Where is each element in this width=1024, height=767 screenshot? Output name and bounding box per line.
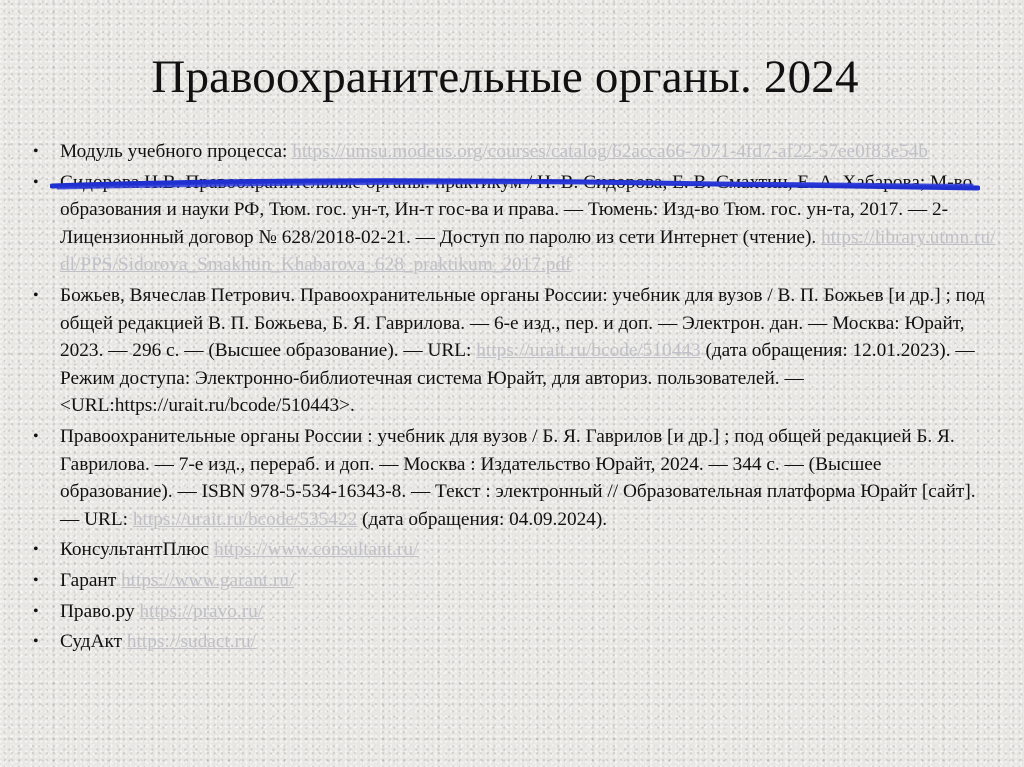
reference-item-modeus	[33, 138, 998, 166]
reference-text: Сидорова Н.В. Правоохранительные органы: практикум / Н. В. Сидорова, Е. В. Смахтин, Е. А. Хабарова; М-во образования и науки РФ, Тюм. гос. ун-т, Ин-т гос-ва и права. — Тюмень: Изд-во Тюм. гос. ун-та, 2017. — 2-Лицензионный договор № 628/2018-02-21. — Доступ по паролю из сети Интернет (чтение).	[60, 171, 973, 248]
reference-item-bozhyev	[33, 282, 998, 420]
bullet-icon: •	[33, 143, 39, 160]
reference-text: СудАкт	[60, 631, 127, 653]
reference-link[interactable]: https://umsu.modeus.org/courses/catalog/62acca66-7071-4fd7-af22-57ee0f83e54b	[292, 141, 928, 162]
reference-link[interactable]: https://urait.ru/bcode/535422	[132, 508, 358, 530]
reference-text: Право.ру	[60, 600, 140, 622]
bullet-icon: •	[33, 633, 39, 651]
reference-item-sidorova	[33, 169, 998, 279]
references-list	[33, 138, 998, 659]
reference-item-consultant	[33, 536, 998, 564]
reference-text: Модуль учебного процесса:	[60, 141, 293, 162]
bullet-icon: •	[33, 541, 39, 559]
bullet-icon: •	[33, 427, 39, 445]
bullet-icon: •	[33, 602, 39, 620]
reference-link[interactable]: https://www.consultant.ru/	[213, 539, 419, 561]
reference-link[interactable]: https://library.utmn.ru/dl/PPS/Sidorova_Smakhtin_Khabarova_628_praktikum_2017.pdf	[60, 226, 996, 276]
reference-text: Гарант	[60, 569, 121, 591]
reference-text: КонсультантПлюс	[60, 539, 214, 561]
reference-link[interactable]: https://pravo.ru/	[139, 600, 264, 622]
reference-text: Божьев, Вячеслав Петрович. Правоохранительные органы России: учебник для вузов / В. П. Божьев [и др.] ; под общей редакцией В. П. Божьева, Б. Я. Гаврилова. — 6-е изд., пер. и доп. — Электрон. дан. — Москва: Юрайт, 2023. — 296 с. — (Высшее образование). — URL:	[60, 284, 985, 362]
slide-title: Правоохранительные органы. 2024	[151, 51, 859, 103]
reference-link[interactable]: https://sudact.ru/	[126, 631, 256, 653]
reference-suffix: (дата обращения: 12.01.2023). — Режим доступа: Электронно-библиотечная система Юрайт, для авториз. пользователей. — <URL:https://urait.ru/bcode/510443>.	[60, 340, 975, 417]
bullet-icon: •	[33, 286, 39, 304]
reference-item-gavrilov	[33, 423, 998, 533]
reference-link[interactable]: https://urait.ru/bcode/510443	[476, 340, 701, 362]
bullet-icon: •	[33, 571, 39, 589]
reference-text: Правоохранительные органы России : учебник для вузов / Б. Я. Гаврилов [и др.] ; под общей редакцией Б. Я. Гаврилова. — 7-е изд., перераб. и доп. — Москва : Издательство Юрайт, 2024. — 344 с. — (Высшее образование). — ISBN 978-5-534-16343-8. — Текст : электронный // Образовательная платформа Юрайт [сайт]. — URL:	[60, 425, 976, 530]
bullet-icon: •	[33, 173, 39, 191]
reference-item-pravo	[33, 598, 998, 626]
reference-item-garant	[33, 567, 998, 595]
reference-link[interactable]: https://www.garant.ru/	[121, 569, 295, 591]
reference-item-sudact	[33, 628, 998, 656]
reference-suffix: (дата обращения: 04.09.2024).	[357, 508, 608, 530]
